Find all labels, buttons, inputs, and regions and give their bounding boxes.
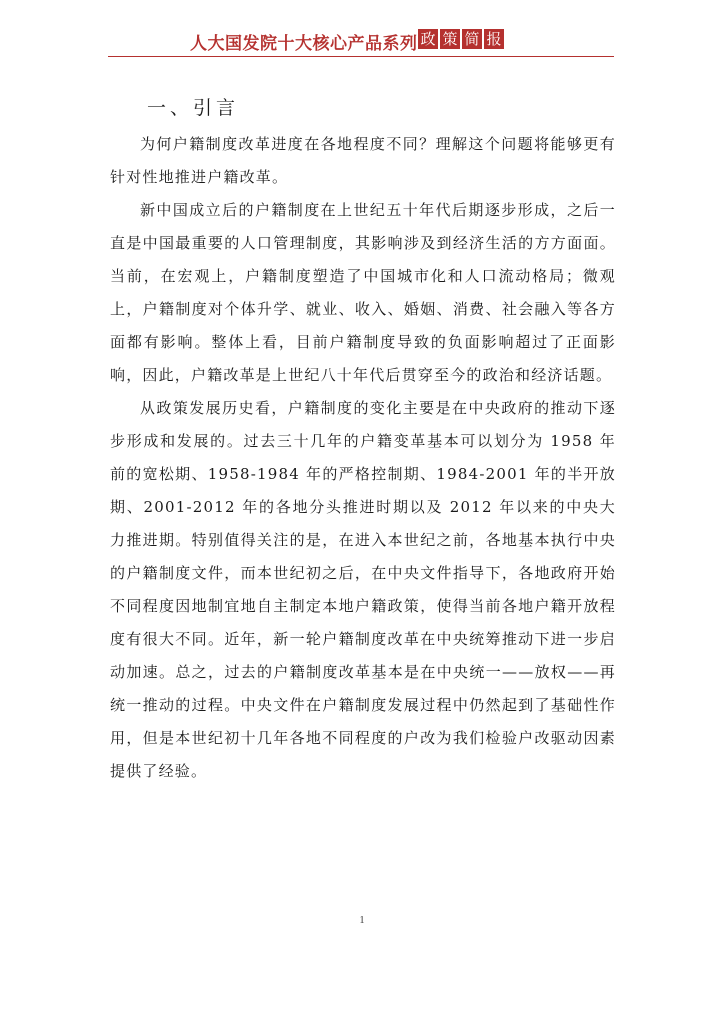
paragraph-2: 新中国成立后的户籍制度在上世纪五十年代后期逐步形成，之后一直是中国最重要的人口管理制度，其影响涉及到经济生活的方方面面。当前，在宏观上，户籍制度塑造了中国城市化和人口流动格局；微观上，户籍制度对个体升学、就业、收入、婚姻、消费、社会融入等各方面都有影响。整体上看，目前户籍制度导致的负面影响超过了正面影响，因此，户籍改革是上世纪八十年代后贯穿至今的政治和经济话题。 xyxy=(110,201,616,384)
header-divider xyxy=(108,56,614,57)
series-title: 人大国发院十大核心产品系列 xyxy=(190,34,418,54)
badge-char-1: 政 xyxy=(418,29,438,49)
policy-brief-badge xyxy=(418,29,504,49)
page-header xyxy=(0,22,724,62)
section-heading: 一、引言 xyxy=(147,97,240,119)
badge-char-3: 简 xyxy=(462,29,482,49)
document-body xyxy=(110,88,616,788)
page-number: 1 xyxy=(359,915,365,926)
badge-char-2: 策 xyxy=(440,29,460,49)
paragraph-1: 为何户籍制度改革进度在各地程度不同？理解这个问题将能够更有针对性地推进户籍改革。 xyxy=(110,135,616,186)
paragraph-3: 从政策发展历史看，户籍制度的变化主要是在中央政府的推动下逐步形成和发展的。过去三十几年的户籍变革基本可以划分为 1958 年前的宽松期、1958-1984 年的严格控制期、1984-2001 年的半开放期、2001-2012 年的各地分头推进时期以及 2012 年以来的中央大力推进期。特别值得关注的是，在进入本世纪之前，各地基本执行中央的户籍制度文件，而本世纪初之后，在中央文件指导下，各地政府开始不同程度因地制宜地自主制定本地户籍政策，使得当前各地户籍开放程度有很大不同。近年，新一轮户籍制度改革在中央统筹推动下进一步启动加速。总之，过去的户籍制度改革基本是在中央统一——放权——再统一推动的过程。中央文件在户籍制度发展过程中仍然起到了基础性作用，但是本世纪初十几年各地不同程度的户改为我们检验户改驱动因素提供了经验。 xyxy=(110,399,616,780)
badge-char-4: 报 xyxy=(484,29,504,49)
